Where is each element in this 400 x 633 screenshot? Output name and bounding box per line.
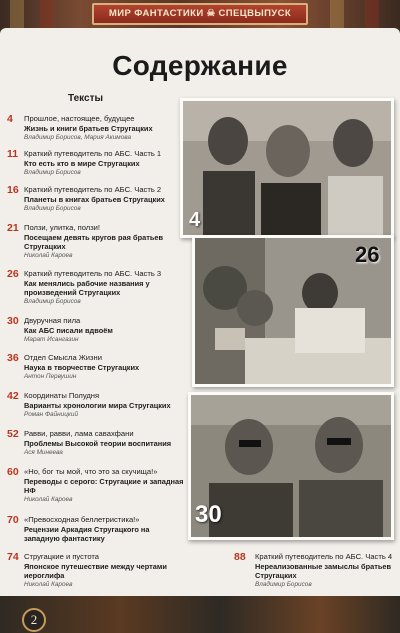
entry-section: Краткий путеводитель по АБС. Часть 1 (24, 149, 162, 158)
entry-page: 26 (7, 268, 19, 280)
entry-title: Проблемы Высокой теории воспитания (24, 438, 172, 448)
entry-page: 21 (7, 222, 19, 234)
section-label: Тексты (68, 93, 104, 104)
entry-section: «Но, бог ты мой, что это за скучища!» (24, 467, 158, 476)
entry-title: Нереализованные замыслы братьев Стругацких (255, 561, 392, 580)
page-title: Содержание (112, 50, 288, 81)
entry-title: Наука в творчестве Стругацких (24, 362, 140, 372)
entry-author: Роман Файницкий (24, 411, 79, 418)
entry-title: Переводы с серого: Стругацкие и западная НФ (24, 476, 184, 495)
photo-family (180, 98, 394, 238)
photo-page-badge: 4 (189, 209, 201, 231)
toc-list (0, 0, 184, 633)
entry-title: Рецензии Аркадия Стругацкого на западную фантастику (24, 524, 150, 543)
entry-section: Ползи, улитка, ползи! (24, 223, 101, 232)
entry-author: Владимир Борисов, Мария Акимова (24, 134, 131, 141)
entry-page: 88 (234, 551, 246, 563)
entry-author: Марат Исангазин (24, 336, 79, 343)
entry-title: Посещаем девять кругов рая братьев Стругацких (24, 232, 164, 251)
magazine-banner: МИР ФАНТАСТИКИ ☠ СПЕЦВЫПУСК (92, 3, 308, 25)
entry-title: Жизнь и книги братьев Стругацких (24, 123, 153, 133)
photo-page-badge: 30 (195, 501, 222, 528)
entry-section: Краткий путеводитель по АБС. Часть 3 (24, 269, 162, 278)
entry-section: Двуручная пила (24, 316, 81, 325)
entry-title: Японское путешествие между чертами иероглифа (24, 561, 167, 580)
entry-title: Кто есть кто в мире Стругацких (24, 158, 140, 168)
photo-page-badge: 26 (355, 242, 380, 267)
entry-page: 4 (7, 113, 13, 125)
entry-author: Владимир Борисов (255, 581, 312, 589)
entry-author: Владимир Борисов (24, 169, 81, 176)
entry-author: Ася Минеева (24, 449, 63, 456)
entry-section: Краткий путеводитель по АБС. Часть 2 (24, 185, 162, 194)
entry-page: 52 (7, 428, 19, 440)
entry-section: Координаты Полудня (24, 391, 100, 400)
entry-section: Краткий путеводитель по АБС. Часть 4 (255, 552, 393, 561)
entry-section: Отдел Смысла Жизни (24, 353, 102, 362)
entry-page: 60 (7, 466, 19, 478)
entry-page: 11 (7, 148, 19, 160)
entry-page: 42 (7, 390, 19, 402)
entry-title: Как АБС писали вдвоём (24, 325, 113, 335)
entry-page: 16 (7, 184, 19, 196)
entry-page: 30 (7, 315, 19, 327)
entry-page: 36 (7, 352, 19, 364)
entry-section: Равви, равви, лама савахфани (24, 429, 134, 438)
entry-author: Николай Кароев (24, 581, 73, 589)
entry-section: «Превосходная беллетристика!» (24, 515, 140, 524)
photo-writer-desk (192, 235, 394, 387)
entry-title: Планеты в книгах братьев Стругацких (24, 194, 165, 204)
entry-page: 74 (7, 551, 19, 563)
entry-section: Стругацкие и пустота (24, 552, 100, 561)
entry-section: Прошлое, настоящее, будущее (24, 114, 135, 123)
entry-author: Антон Первушин (24, 373, 77, 380)
page-number: 2 (22, 608, 46, 632)
entry-author: Николай Кароев (24, 496, 73, 504)
entry-title: Как менялись рабочие названия у произведений Стругацких (24, 278, 150, 297)
photo-brothers (188, 392, 394, 540)
entry-page: 70 (7, 514, 19, 526)
entry-author: Владимир Борисов (24, 298, 81, 306)
bottom-decorative-strip (0, 596, 400, 633)
entry-author: Николай Кароев (24, 252, 73, 260)
family-photo-image (183, 101, 391, 235)
entry-author: Владимир Борисов (24, 205, 81, 212)
entry-title: Варианты хронологии мира Стругацких (24, 400, 171, 410)
